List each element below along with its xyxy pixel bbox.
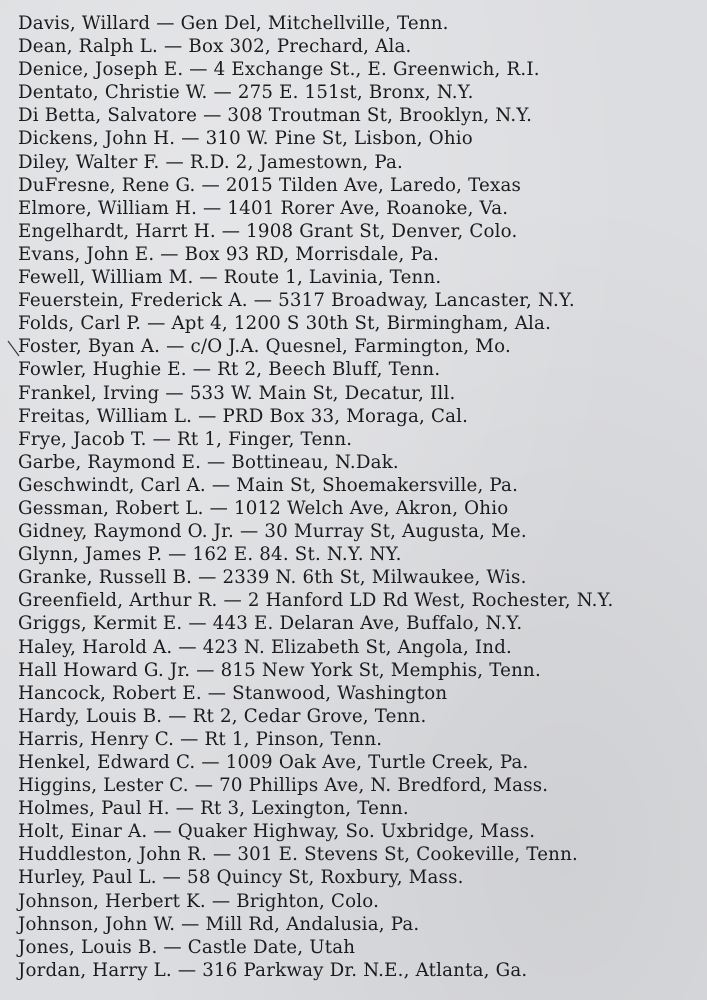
list-item: Foster, Byan A. — c/O J.A. Quesnel, Farmington, Mo.	[18, 336, 511, 358]
list-item: Hancock, Robert E. — Stanwood, Washington	[18, 682, 448, 704]
list-item: Griggs, Kermit E. — 443 E. Delaran Ave, Buffalo, N.Y.	[18, 613, 523, 635]
list-item: Feuerstein, Frederick A. — 5317 Broadway, Lancaster, N.Y.	[18, 290, 575, 312]
list-item: Jones, Louis B. — Castle Date, Utah	[18, 936, 356, 958]
list-item: Freitas, William L. — PRD Box 33, Moraga, Cal.	[18, 405, 469, 427]
list-item: Elmore, William H. — 1401 Rorer Ave, Roanoke, Va.	[18, 197, 509, 219]
list-item: Johnson, John W. — Mill Rd, Andalusia, Pa.	[18, 913, 420, 935]
list-item: Holt, Einar A. — Quaker Highway, So. Uxbridge, Mass.	[18, 821, 536, 843]
list-item: Geschwindt, Carl A. — Main St, Shoemakersville, Pa.	[18, 474, 519, 496]
list-item: Henkel, Edward C. — 1009 Oak Ave, Turtle Creek, Pa.	[18, 752, 529, 773]
list-item: Di Betta, Salvatore — 308 Troutman St, Brooklyn, N.Y.	[18, 105, 533, 127]
address-list	[18, 12, 614, 982]
list-item: Haley, Harold A. — 423 N. Elizabeth St, Angola, Ind.	[18, 636, 513, 658]
list-item: Huddleston, John R. — 301 E. Stevens St, Cookeville, Tenn.	[18, 844, 578, 866]
list-item: Dickens, John H. — 310 W. Pine St, Lisbon, Ohio	[18, 128, 473, 150]
list-item: Dentato, Christie W. — 275 E. 151st, Bronx, N.Y.	[18, 82, 474, 104]
list-item: Holmes, Paul H. — Rt 3, Lexington, Tenn.	[18, 798, 409, 820]
list-item: Dean, Ralph L. — Box 302, Prechard, Ala.	[18, 36, 412, 58]
list-item: Frankel, Irving — 533 W. Main St, Decatur, Ill.	[18, 382, 456, 404]
list-item: DuFresne, Rene G. — 2015 Tilden Ave, Laredo, Texas	[18, 174, 522, 196]
list-item: Fewell, William M. — Route 1, Lavinia, Tenn.	[18, 267, 442, 289]
list-item: Gessman, Robert L. — 1012 Welch Ave, Akron, Ohio	[18, 497, 509, 519]
list-item: Greenfield, Arthur R. — 2 Hanford LD Rd West, Rochester, N.Y.	[18, 590, 614, 612]
list-item: Evans, John E. — Box 93 RD, Morrisdale, Pa.	[18, 243, 440, 265]
list-item: Fowler, Hughie E. — Rt 2, Beech Bluff, Tenn.	[18, 359, 441, 381]
list-item: Gidney, Raymond O. Jr. — 30 Murray St, Augusta, Me.	[18, 521, 527, 543]
list-item: Davis, Willard — Gen Del, Mitchellville, Tenn.	[18, 13, 449, 34]
list-item: Glynn, James P. — 162 E. 84. St. N.Y. NY.	[18, 544, 402, 566]
list-item: Higgins, Lester C. — 70 Phillips Ave, N. Bredford, Mass.	[18, 775, 549, 797]
list-item: Granke, Russell B. — 2339 N. 6th St, Milwaukee, Wis.	[18, 567, 527, 589]
list-item: Engelhardt, Harrt H. — 1908 Grant St, Denver, Colo.	[18, 220, 518, 242]
list-item: Denice, Joseph E. — 4 Exchange St., E. Greenwich, R.I.	[18, 59, 540, 81]
list-item: Hall Howard G. Jr. — 815 New York St, Memphis, Tenn.	[18, 659, 541, 681]
list-item: Hardy, Louis B. — Rt 2, Cedar Grove, Tenn.	[18, 705, 427, 727]
list-item: Diley, Walter F. — R.D. 2, Jamestown, Pa.	[18, 151, 403, 173]
list-item: Johnson, Herbert K. — Brighton, Colo.	[18, 890, 380, 912]
list-item: Folds, Carl P. — Apt 4, 1200 S 30th St, Birmingham, Ala.	[18, 313, 552, 335]
list-item: Hurley, Paul L. — 58 Quincy St, Roxbury, Mass.	[18, 867, 464, 889]
list-item: Frye, Jacob T. — Rt 1, Finger, Tenn.	[18, 428, 353, 450]
list-item: Garbe, Raymond E. — Bottineau, N.Dak.	[18, 451, 399, 473]
list-item: Harris, Henry C. — Rt 1, Pinson, Tenn.	[18, 728, 383, 750]
list-item: Jordan, Harry L. — 316 Parkway Dr. N.E., Atlanta, Ga.	[18, 959, 528, 981]
